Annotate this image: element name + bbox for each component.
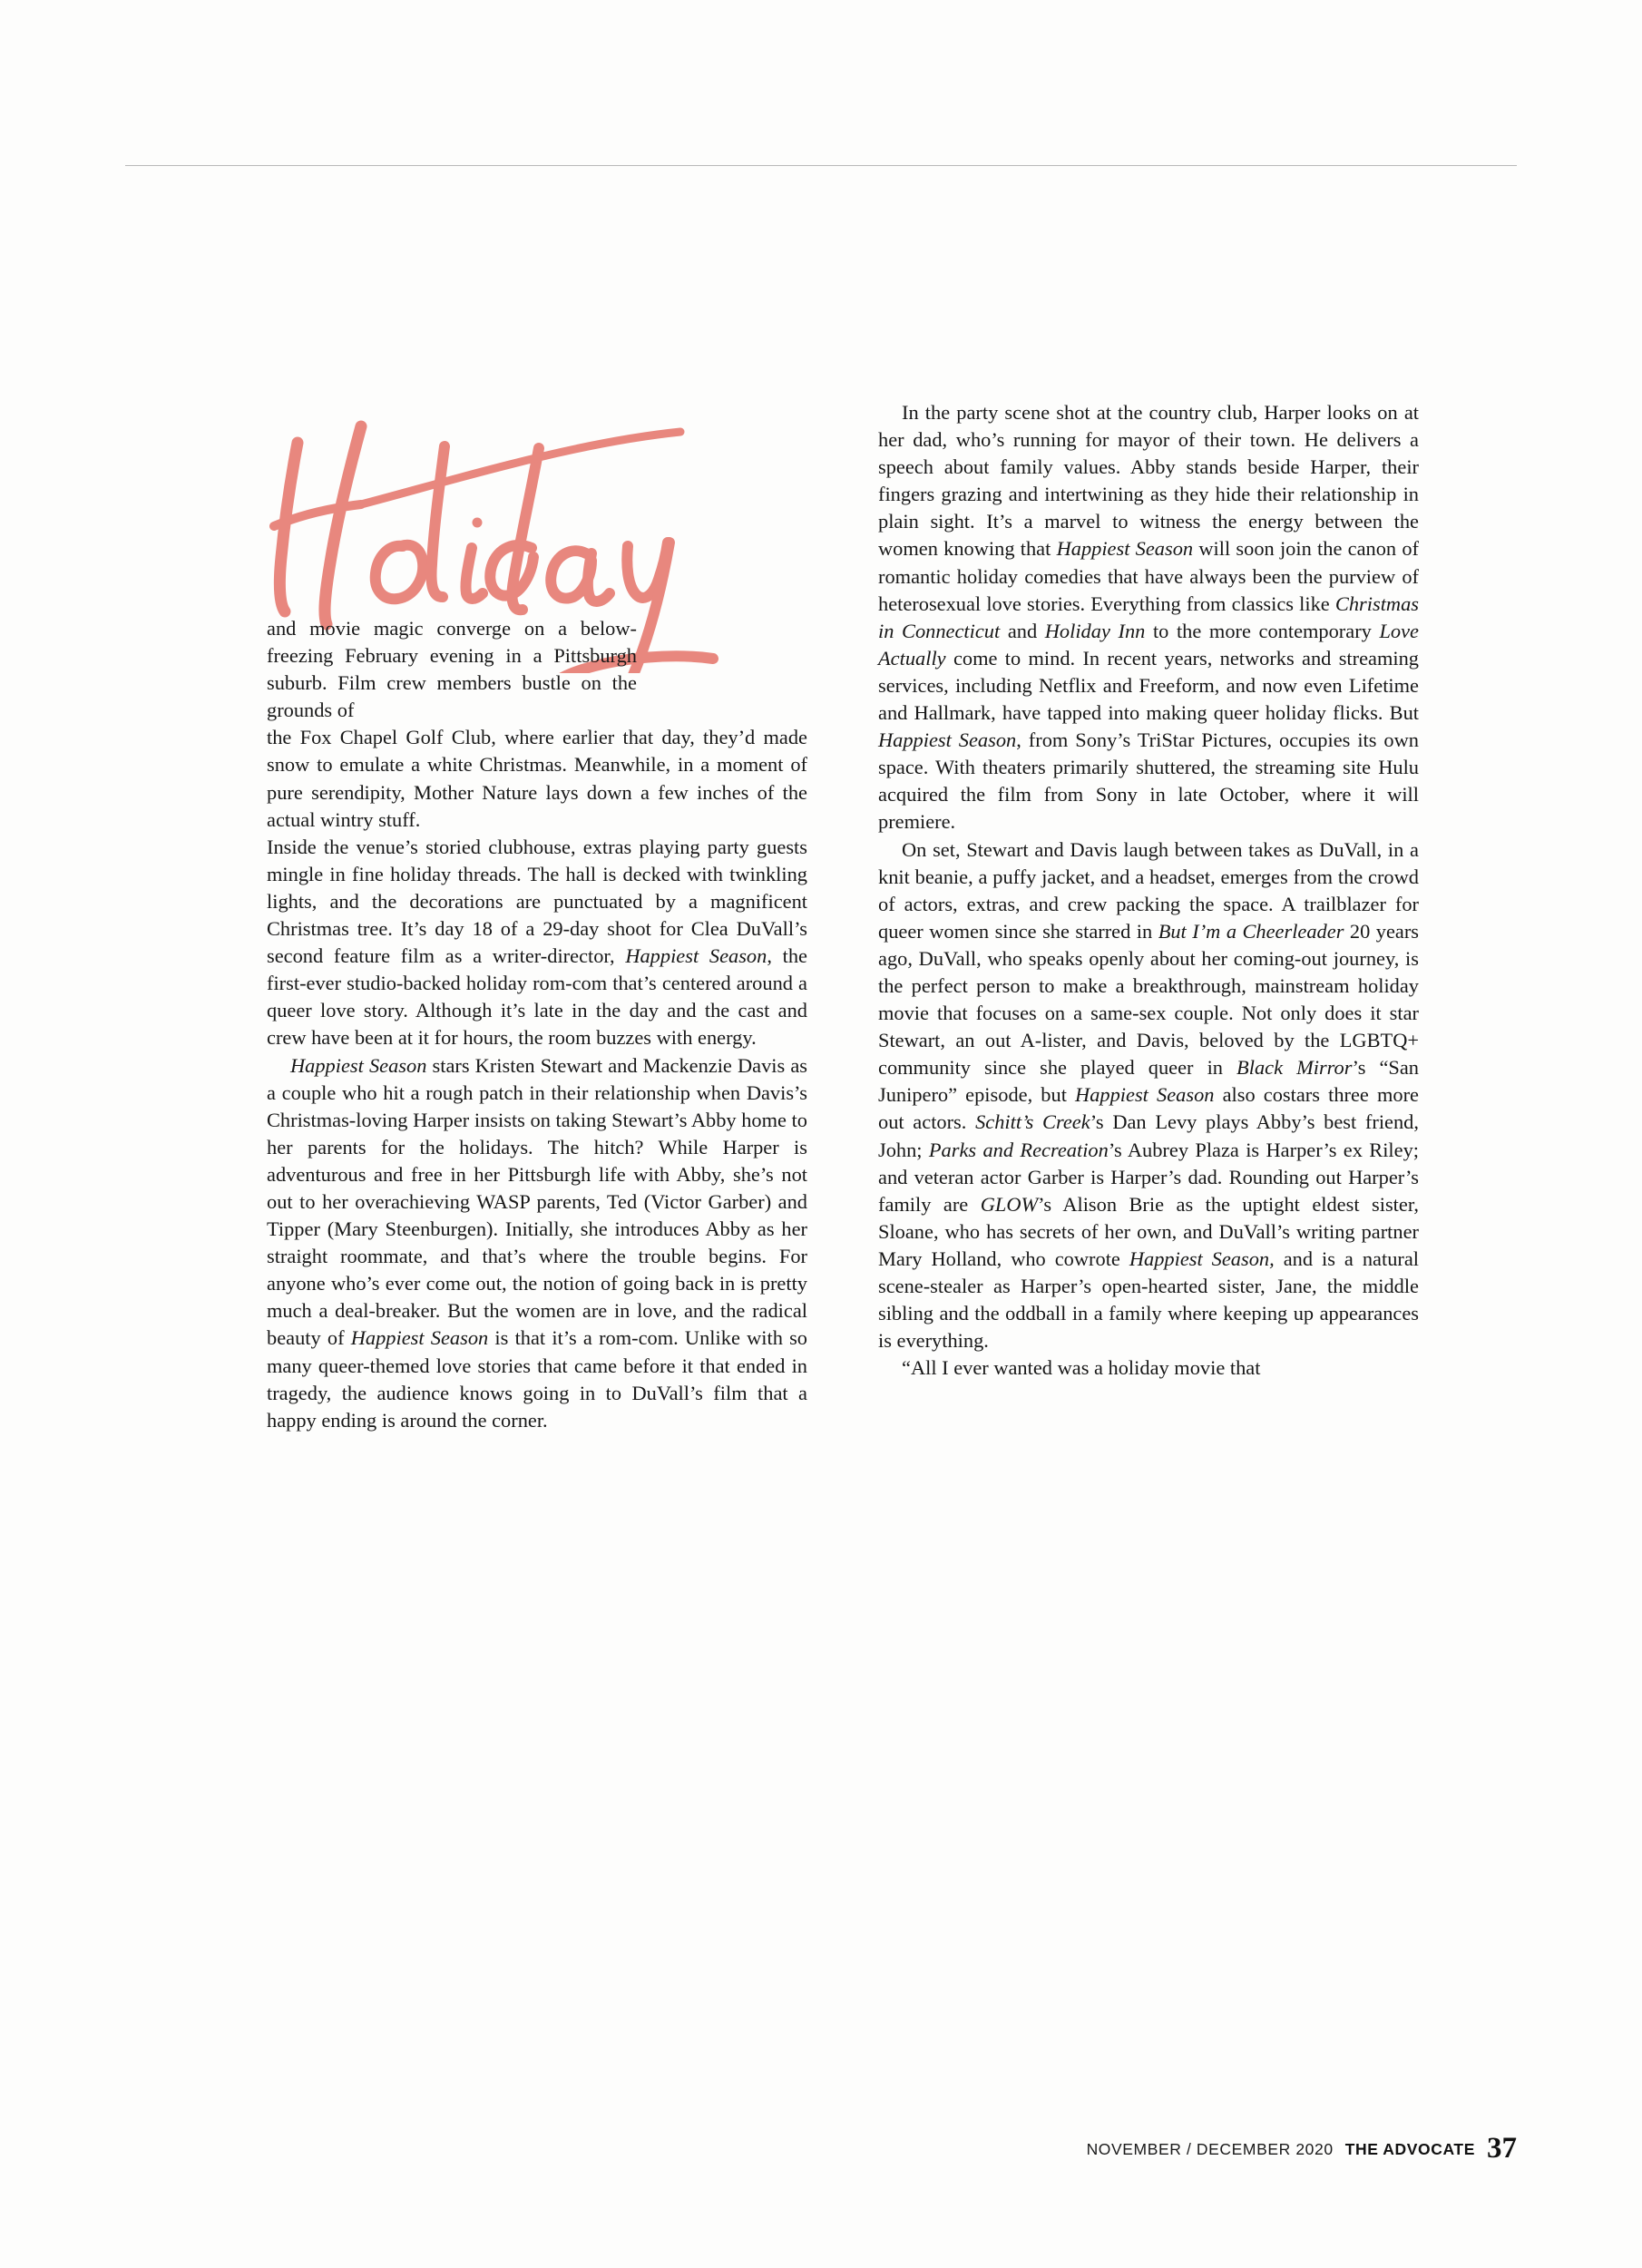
- r1-title-happiest-season-2: Happiest Season: [878, 728, 1017, 752]
- r1-title-happiest-season-1: Happiest Season: [1056, 537, 1194, 561]
- p3-title-happiest-season-2: Happiest Season: [350, 1326, 489, 1350]
- r1-title-christmas-in-connecticut: Christmas in Connecticut: [878, 591, 1419, 642]
- paragraph-on-set: [878, 836, 1419, 1355]
- r2-text-a: On set, Stewart and Davis laugh between takes as DuVall, in a knit beanie, a puffy jacket, and a headset, emerges from the crowd of actors, extras, and crew packing the space. A trailblazer for queer women since she starred in: [878, 837, 1419, 943]
- paragraph-quote-start: “All I ever wanted was a holiday movie that: [902, 1356, 1261, 1380]
- publication-name: THE ADVOCATE: [1344, 2140, 1475, 2158]
- r2-text-h: and is a natural scene-stealer as Harper’s open-hearted sister, Jane, the middle sibling and the oddball in a family where keeping up appearances is everything.: [878, 1246, 1420, 1353]
- r2-title-happiest-season-1: Happiest Season: [1075, 1083, 1215, 1107]
- r1-text-a: In the party scene shot at the country club, Harper looks on at her dad, who’s running for mayor of their town. He delivers a speech about family values. Abby stands beside Harper, their fingers grazing and intertwining as they hide their relationship in plain sight. It’s a marvel to witness the energy between the women knowing that: [878, 401, 1419, 561]
- r1-text-c: and: [1000, 619, 1045, 642]
- r2-text-c: ’s “San Junipero” episode, but: [878, 1056, 1419, 1107]
- paragraph-party-scene: [878, 399, 1419, 836]
- r2-text-d: also costars three more out actors.: [878, 1083, 1419, 1134]
- r1-text-e: come to mind. In recent years, networks and streaming services, including Netflix and Freeform, and now even Lifetime and Hallmark, have tapped into making queer holiday flicks. But: [878, 646, 1419, 725]
- article-body: [267, 399, 1419, 1434]
- r2-title-happiest-season-2: Happiest Season,: [1129, 1246, 1275, 1270]
- issue-date: NOVEMBER / DECEMBER 2020: [1086, 2140, 1334, 2158]
- r2-title-black-mirror: Black Mirror: [1236, 1056, 1353, 1080]
- r1-title-holiday-inn: Holiday Inn: [1044, 619, 1146, 642]
- r2-title-parks-and-recreation: Parks and Recreation: [928, 1138, 1109, 1161]
- p3-text-a: stars Kristen Stewart and Mackenzie Davis as a couple who hit a rough patch in their relationship when Davis’s Christmas-loving Harper insists on taking Stewart’s Abby home to her parents for the holidays. The hitch? While Harper is adventurous and free in her Pittsburgh life with Abby, she’s not out to her overachieving WASP parents, Ted (Victor Garber) and Tipper (Mary Steenburgen). Initially, she introduces Abby as her straight roommate, and that’s where the trouble begins. For anyone who’s ever come out, the notion of going back in is pretty much a deal-breaker. But the women are in love, and the radical beauty of: [267, 1053, 807, 1350]
- r1-text-b: will soon join the canon of romantic holiday comedies that have always been the purview of heterosexual love stories. Everything from classics like: [878, 537, 1419, 615]
- r2-title-but-im-a-cheerleader: But I’m a Cheerleader: [1158, 919, 1344, 943]
- p2-title-happiest-season: Happiest Season: [625, 944, 767, 968]
- r2-text-g: ’s Alison Brie as the uptight eldest sister, Sloane, who has secrets of her own, and DuVall’s writing partner Mary Holland, who cowrote: [878, 1192, 1419, 1270]
- lead-paragraph-block: [267, 615, 807, 834]
- p2-text-b: , the first-ever studio-backed holiday rom-com that’s centered around a queer love story. Although it’s late in the day and the cast and crew have been at it for hours, the room buzzes with energy.: [267, 944, 807, 1050]
- p3-title-happiest-season-1: Happiest Season: [290, 1053, 427, 1077]
- lead-paragraph-part2: the Fox Chapel Golf Club, where earlier that day, they’d made snow to emulate a white Christmas. Meanwhile, in a moment of pure serendipity, Mother Nature lays down a few inches of the actual wintry stuff.: [267, 726, 807, 831]
- r1-text-f: , from Sony’s TriStar Pictures, occupies its own space. With theaters primarily shuttered, the streaming site Hulu acquired the film from Sony in late October, where it will premiere.: [878, 728, 1419, 834]
- r2-text-b: 20 years ago, DuVall, who speaks openly about her coming-out journey, is the perfect person to make a breakthrough, mainstream holiday movie that focuses on a same-sex couple. Not only does it star Stewart, an out A-lister, and Davis, beloved by the LGBTQ+ community since she played queer in: [878, 919, 1419, 1080]
- p3-text-b: is that it’s a rom-com. Unlike with so many queer-themed love stories that came before it that ended in tragedy, the audience knows going in to DuVall’s film that a happy ending is around the corner.: [267, 1326, 807, 1432]
- paragraph-cast: [267, 1052, 807, 1434]
- paragraph-clubhouse: [267, 834, 807, 1052]
- r2-title-schitts-creek: Schitt’s Creek: [975, 1110, 1090, 1134]
- r1-title-love-actually: Love Actually: [878, 619, 1419, 670]
- column-left: [267, 399, 807, 1434]
- column-right: [878, 399, 1419, 1434]
- r2-text-f: ’s Aubrey Plaza is Harper’s ex Riley; and veteran actor Garber is Harper’s dad. Rounding out Harper’s family are: [878, 1138, 1419, 1216]
- page-footer: [1087, 2129, 1517, 2163]
- r2-title-glow: GLOW: [980, 1192, 1039, 1216]
- r2-text-e: ’s Dan Levy plays Abby’s best friend, John;: [878, 1110, 1419, 1161]
- lead-paragraph-part1: and movie magic converge on a below-freezing February evening in a Pittsburgh suburb. Film crew members bustle on the grounds of: [267, 617, 637, 722]
- header-rule: [125, 165, 1517, 166]
- r1-text-d: to the more contemporary: [1145, 619, 1380, 642]
- page-number: 37: [1487, 2132, 1517, 2165]
- p2-text-a: Inside the venue’s storied clubhouse, extras playing party guests mingle in fine holiday threads. The hall is decked with twinkling lights, and the decorations are punctuated by a magnificent Christmas tree. It’s day 18 of a 29-day shoot for Clea DuVall’s second feature film as a writer-director,: [267, 835, 807, 968]
